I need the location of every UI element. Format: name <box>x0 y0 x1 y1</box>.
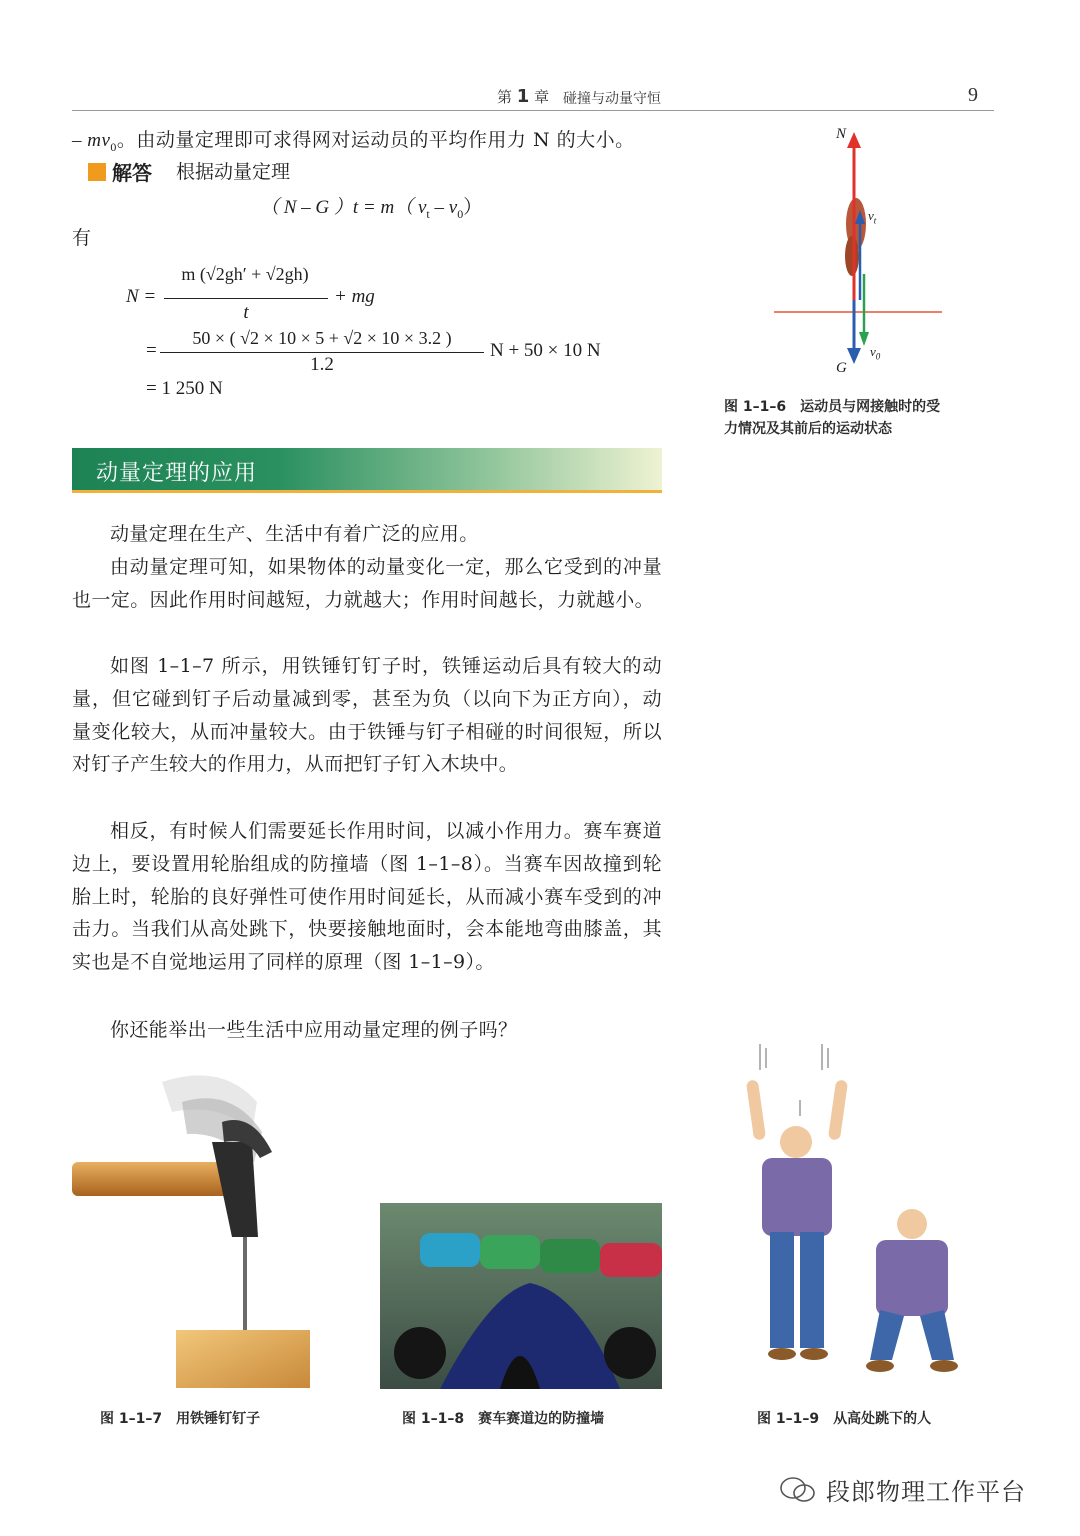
jumping-people-illustration <box>740 1040 980 1396</box>
nail <box>243 1237 247 1337</box>
chapter-title: 碰撞与动量守恒 <box>563 91 661 107</box>
fraction2-tail: N + 50 × 10 N <box>490 340 601 361</box>
fig7-caption: 图 1–1–7 用铁锤钉钉子 <box>100 1411 261 1427</box>
answer-label: 解答 <box>112 161 152 185</box>
fig6-caption: 图 1–1–6 运动员与网接触时的受 力情况及其前后的运动状态 <box>724 399 941 437</box>
you-label: 有 <box>72 227 92 249</box>
athlete-legs <box>845 236 859 276</box>
chapter-number: 1 <box>516 86 530 107</box>
fraction2-numerator: 50 × ( √2 × 10 × 5 + √2 × 10 × 3.2 ) <box>192 328 452 348</box>
wood-block <box>176 1330 310 1388</box>
answer-marker <box>88 163 106 181</box>
race-car-photo <box>380 1203 662 1389</box>
n-equals: N = <box>126 286 157 307</box>
motion-lines <box>760 1044 828 1116</box>
front-wheel-right <box>604 1327 656 1379</box>
intro-math: – $mv_0$ <box>72 130 117 154</box>
force-diagram <box>770 124 950 384</box>
intro-text: 。由动量定理即可求得网对运动员的平均作用力 N 的大小。 <box>116 129 635 151</box>
fraction2-bar <box>160 352 484 353</box>
tire-wall-green-2 <box>540 1239 600 1273</box>
n-label: N <box>836 126 847 142</box>
vt-label: $v_t$ <box>868 208 877 226</box>
paragraph-3: 如图 1–1–7 所示，用铁锤钉钉子时，铁锤运动后具有较大的动量，但它碰到钉子后动量减到零，甚至为负（以向下为正方向），动量变化较大，从而冲量较大。由于铁锤与钉子相碰的时间很短，所以对钉子产生较大的作用力，从而把钉子钉入木块中。 <box>72 655 662 776</box>
momentum-theorem-equation: （ N – G ）t = m（ $v_t - v_0$） <box>260 197 483 221</box>
n-force-arrowhead <box>847 132 861 148</box>
v0-velocity-arrowhead <box>859 332 869 346</box>
tire-wall-blue <box>420 1233 480 1267</box>
crouching-person <box>866 1209 958 1372</box>
paragraph-1: 动量定理在生产、生活中有着广泛的应用。 <box>110 523 479 545</box>
fraction1-numerator: m (√2gh′ + √2gh) <box>181 264 309 284</box>
g-force-arrowhead <box>847 348 861 364</box>
v0-label: $v_0$ <box>870 344 881 362</box>
chapter-suffix: 章 <box>534 88 550 106</box>
chapter-label <box>497 86 549 107</box>
section-title: 动量定理的应用 <box>96 461 258 486</box>
hammer-handle <box>72 1162 232 1196</box>
fig9-caption: 图 1–1–9 从高处跳下的人 <box>757 1411 932 1427</box>
fraction1-tail: + mg <box>334 286 375 307</box>
equals-2: = <box>146 340 157 361</box>
paragraph-4: 相反，有时候人们需要延长作用时间，以减小作用力。赛车赛道边上，要设置用轮胎组成的防撞墙（图 1–1–8）。当赛车因故撞到轮胎上时，轮胎的良好弹性可使作用时间延长，从而减小赛车受到的冲击力。当我们从高处跳下，快要接触地面时，会本能地弯曲膝盖，其实也是不自觉地运用了同样的原理（图 1–1–9）。 <box>72 820 662 974</box>
answer-lead: 根据动量定理 <box>176 161 291 183</box>
tire-wall-green <box>480 1235 540 1269</box>
fraction1-bar <box>164 298 328 299</box>
chapter-prefix: 第 <box>497 88 513 106</box>
fig8-caption: 图 1–1–8 赛车赛道边的防撞墙 <box>402 1411 605 1427</box>
standing-person <box>746 1079 848 1360</box>
watermark-text: 段郎物理工作平台 <box>826 1478 1026 1506</box>
g-label: G <box>836 360 847 376</box>
tire-wall-red <box>600 1243 662 1277</box>
header-rule <box>72 110 994 111</box>
wechat-icon <box>780 1476 816 1508</box>
page-number: 9 <box>968 84 978 106</box>
paragraph-2: 由动量定理可知，如果物体的动量变化一定，那么它受到的冲量也一定。因此作用时间越短，力就越大；作用时间越长，力就越小。 <box>72 556 662 611</box>
front-wheel-left <box>394 1327 446 1379</box>
paragraph-5: 你还能举出一些生活中应用动量定理的例子吗？ <box>110 1019 518 1041</box>
hammer-illustration <box>72 1062 332 1392</box>
intro-line <box>72 124 672 164</box>
fraction2-denominator: 1.2 <box>310 354 334 375</box>
fraction1-denominator: t <box>243 302 249 323</box>
result-line: = 1 250 N <box>146 378 223 399</box>
